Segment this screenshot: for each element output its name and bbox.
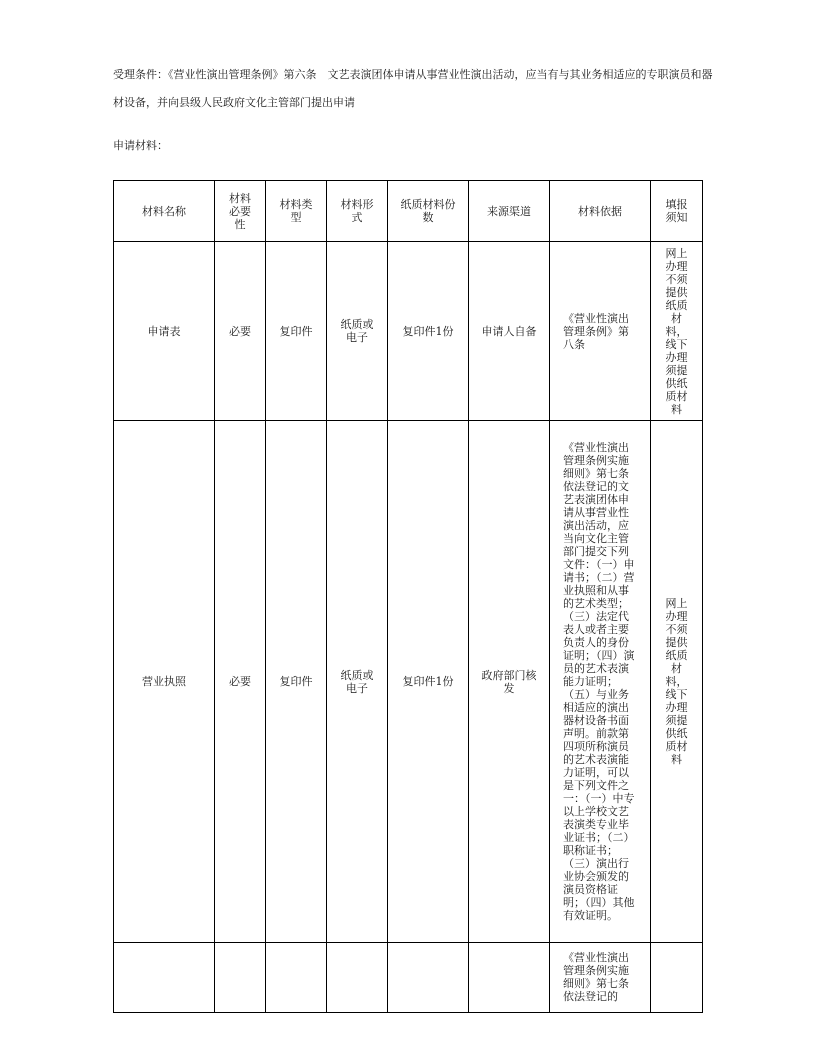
- header-name: 材料名称: [114, 181, 215, 242]
- cell-name: 营业执照: [114, 421, 215, 943]
- cell-form: 纸质或电子: [327, 421, 388, 943]
- table-header-row: [114, 181, 703, 242]
- cell-type: [266, 943, 327, 1013]
- cell-necessity: 必要: [215, 421, 266, 943]
- cell-source: 政府部门核发: [469, 421, 550, 943]
- cell-copies: 复印件1份: [388, 242, 469, 421]
- cell-notes: 网上办理不须提供纸质材料，线下办理须提供纸质材料: [651, 421, 703, 943]
- acceptance-conditions: 受理条件：《营业性演出管理条例》第六条 文艺表演团体申请从事营业性演出活动，应当有与其业务相适应的专职演员和器材设备，并向县级人民政府文化主管部门提出申请: [113, 68, 713, 109]
- cell-basis: 《营业性演出管理条例》第八条: [550, 242, 651, 421]
- cell-notes: 网上办理不须提供纸质材料，线下办理须提供纸质材料: [651, 242, 703, 421]
- cell-form: 纸质或电子: [327, 242, 388, 421]
- cell-name: 申请表: [114, 242, 215, 421]
- header-type: 材料类型: [266, 181, 327, 242]
- cell-necessity: 必要: [215, 242, 266, 421]
- cell-basis: 《营业性演出管理条例实施细则》第七条 依法登记的: [550, 943, 651, 1013]
- table-row: [114, 421, 703, 943]
- header-basis: 材料依据: [550, 181, 651, 242]
- cell-source: 申请人自备: [469, 242, 550, 421]
- cell-necessity: [215, 943, 266, 1013]
- header-notes: 填报须知: [651, 181, 703, 242]
- cell-name: [114, 943, 215, 1013]
- header-source: 来源渠道: [469, 181, 550, 242]
- cell-basis: 《营业性演出管理条例实施细则》第七条 依法登记的文艺表演团体申请从事营业性演出活动，应当向文化主管部门提交下列文件：（一）申请书；（二）营业执照和从事的艺术类型；（三）法定代表人或者主要负责人的身份证明；（四）演员的艺术表演能力证明；（五）与业务相适应的演出器材设备书面声明。前款第四项所称演员的艺术表演能力证明，可以是下列文件之一：（一）中专以上学校文艺表演类专业毕业证书；（二）职称证书；（三）演出行业协会颁发的演员资格证明；（四）其他有效证明。: [550, 421, 651, 943]
- cell-source: [469, 943, 550, 1013]
- materials-table: [113, 180, 703, 1013]
- materials-label: 申请材料：: [113, 139, 168, 152]
- cell-type: 复印件: [266, 242, 327, 421]
- header-form: 材料形式: [327, 181, 388, 242]
- cell-copies: [388, 943, 469, 1013]
- cell-type: 复印件: [266, 421, 327, 943]
- cell-notes: [651, 943, 703, 1013]
- table-row: [114, 242, 703, 421]
- header-copies: 纸质材料份数: [388, 181, 469, 242]
- header-necessity: 材料必要性: [215, 181, 266, 242]
- cell-copies: 复印件1份: [388, 421, 469, 943]
- table-row: [114, 943, 703, 1013]
- cell-form: [327, 943, 388, 1013]
